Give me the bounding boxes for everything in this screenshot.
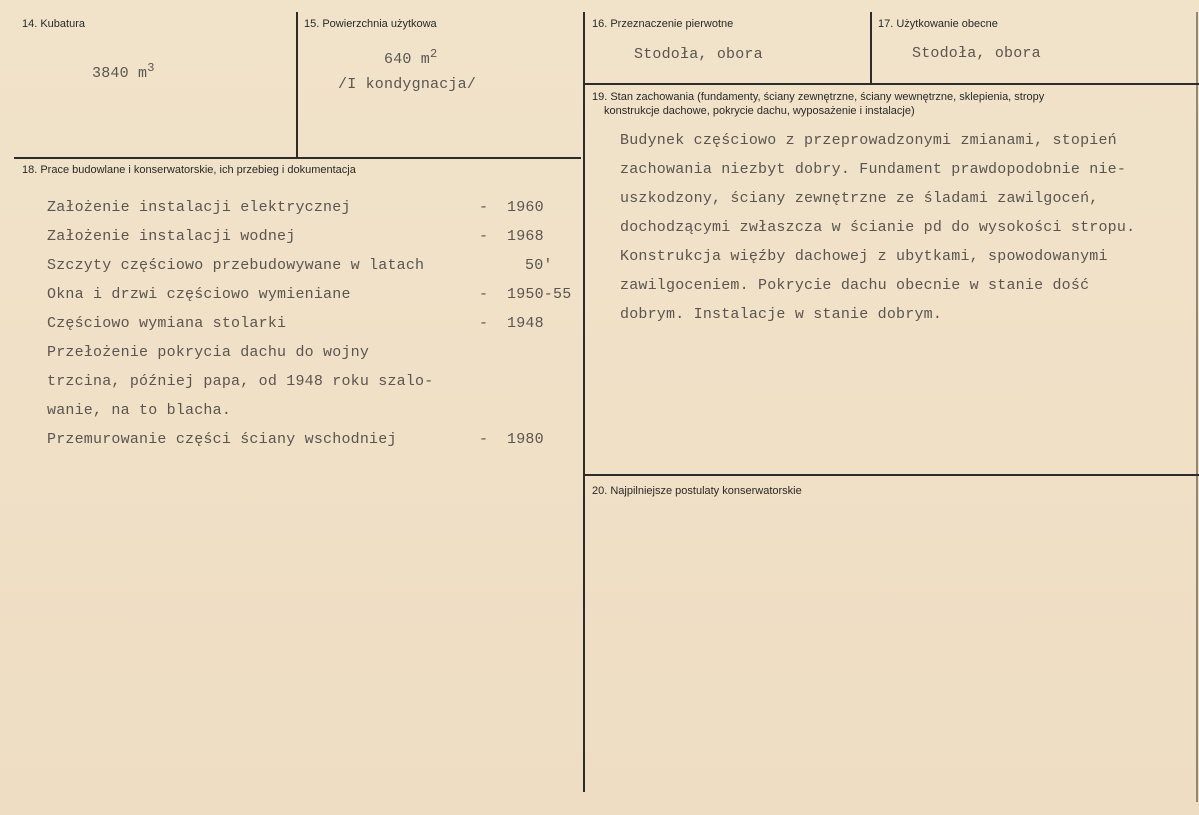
prace-row-year: 50': [525, 257, 553, 274]
stan-zachowania-line: zachowania niezbyt dobry. Fundament prawdopodobnie nie-: [620, 161, 1127, 178]
kubatura-number: 3840 m: [92, 65, 148, 82]
prace-row: [47, 373, 557, 402]
prace-row: [47, 228, 557, 257]
prace-row: [47, 315, 557, 344]
kubatura-value: [92, 61, 155, 82]
prace-row-dash: -: [479, 315, 489, 332]
prace-row: [47, 344, 557, 373]
divider-16-17: [870, 12, 872, 84]
kubatura-unit-exponent: 3: [147, 61, 155, 75]
divider-19-20: [585, 474, 1199, 476]
prace-row-text: wanie, na to blacha.: [47, 402, 232, 419]
stan-zachowania-line: dobrym. Instalacje w stanie dobrym.: [620, 306, 943, 323]
stan-zachowania-line: Konstrukcja więźby dachowej z ubytkami, spowodowanymi: [620, 248, 1108, 265]
prace-row: [47, 286, 572, 315]
stan-zachowania-label-line2: konstrukcje dachowe, pokrycie dachu, wyposażenie i instalacje): [604, 105, 915, 117]
stan-zachowania-line: zawilgoceniem. Pokrycie dachu obecnie w stanie dość: [620, 277, 1090, 294]
prace-row-year: 1960: [507, 199, 544, 216]
prace-row: [47, 431, 557, 460]
prace-row: [47, 199, 557, 228]
powierzchnia-unit-exponent: 2: [430, 47, 438, 61]
prace-row-text: Przemurowanie części ściany wschodniej: [47, 431, 397, 448]
prace-row-year: 1980: [507, 431, 544, 448]
prace-row-text: trzcina, później papa, od 1948 roku szalo-: [47, 373, 434, 390]
prace-row-text: Okna i drzwi częściowo wymieniane: [47, 286, 351, 303]
powierzchnia-value: [384, 47, 437, 68]
card-right-edge: [1196, 12, 1198, 802]
prace-label: 18. Prace budowlane i konserwatorskie, ich przebieg i dokumentacja: [22, 164, 356, 176]
prace-row-year: 1948: [507, 315, 544, 332]
divider-main-vertical: [583, 12, 585, 792]
prace-row-dash: -: [479, 199, 489, 216]
prace-row-text: Szczyty częściowo przebudowywane w latach: [47, 257, 425, 274]
powierzchnia-label: 15. Powierzchnia użytkowa: [304, 18, 437, 30]
przeznaczenie-label: 16. Przeznaczenie pierwotne: [592, 18, 734, 30]
stan-zachowania-label-line1: 19. Stan zachowania (fundamenty, ściany zewnętrzne, ściany wewnętrzne, sklepienia, stropy: [592, 91, 1045, 103]
prace-row-dash: -: [479, 286, 489, 303]
kubatura-label: 14. Kubatura: [22, 18, 85, 30]
powierzchnia-note: /I kondygnacja/: [338, 76, 477, 93]
prace-row-text: Założenie instalacji elektrycznej: [47, 199, 351, 216]
prace-row-text: Przełożenie pokrycia dachu do wojny: [47, 344, 370, 361]
divider-14-15: [296, 12, 298, 158]
stan-zachowania-line: uszkodzony, ściany zewnętrzne ze śladami zawilgoceń,: [620, 190, 1099, 207]
prace-row-dash: -: [479, 431, 489, 448]
divider-16-19: [585, 83, 1199, 85]
prace-row: [47, 402, 557, 431]
prace-row-text: Założenie instalacji wodnej: [47, 228, 296, 245]
stan-zachowania-line: Budynek częściowo z przeprowadzonymi zmianami, stopień: [620, 132, 1117, 149]
prace-row-text: Częściowo wymiana stolarki: [47, 315, 287, 332]
prace-row-year: 1968: [507, 228, 544, 245]
prace-row-year: 1950-55: [507, 286, 572, 303]
uzytkowanie-label: 17. Użytkowanie obecne: [878, 18, 998, 30]
prace-row-dash: -: [479, 228, 489, 245]
stan-zachowania-line: dochodzącymi zwłaszcza w ścianie pd do wysokości stropu.: [620, 219, 1136, 236]
przeznaczenie-value: Stodoła, obora: [634, 46, 763, 63]
uzytkowanie-value: Stodoła, obora: [912, 45, 1041, 62]
powierzchnia-number: 640 m: [384, 51, 431, 68]
prace-row: [47, 257, 557, 286]
postulaty-label: 20. Najpilniejsze postulaty konserwatorskie: [592, 485, 802, 497]
